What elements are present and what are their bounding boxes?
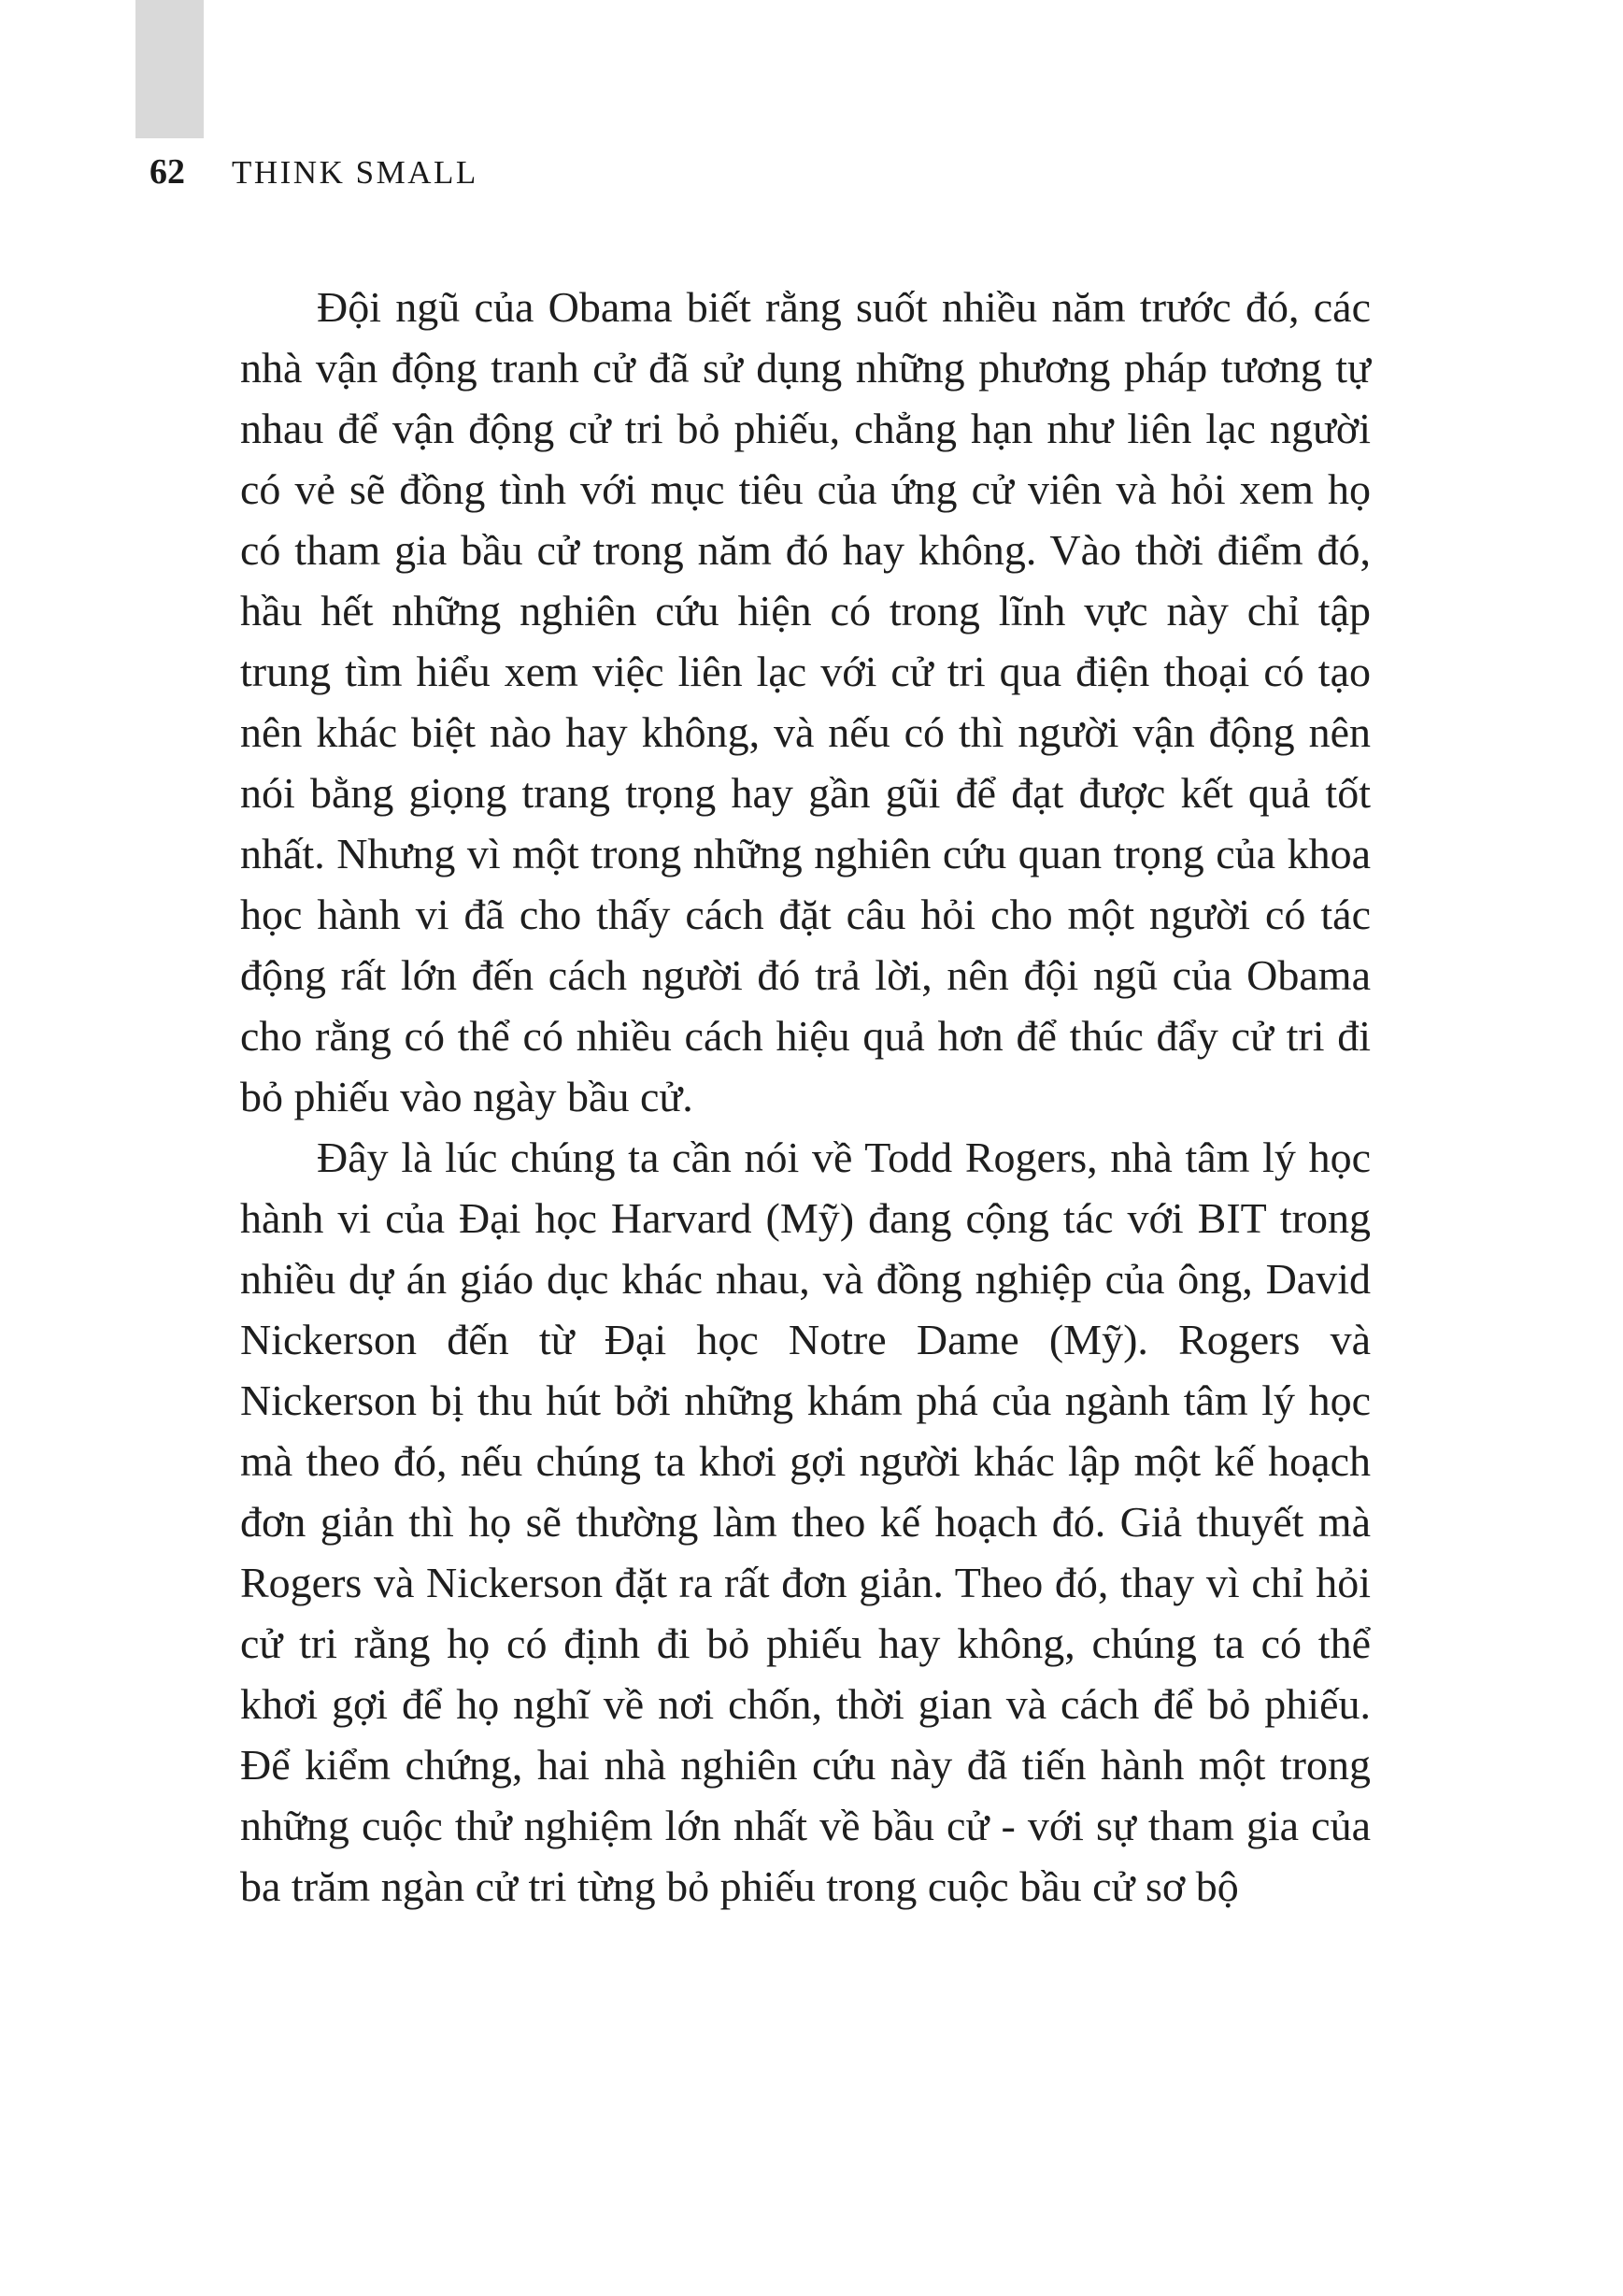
page-corner-decoration (135, 0, 204, 138)
running-header (149, 151, 478, 193)
page-number: 62 (149, 152, 185, 192)
paragraph-1: Đội ngũ của Obama biết rằng suốt nhiều năm trước đó, các nhà vận động tranh cử đã sử dụng những phương pháp tương tự nhau để vận động cử tri bỏ phiếu, chẳng hạn như liên lạc người có vẻ sẽ đồng tình với mục tiêu của ứng cử viên và hỏi xem họ có tham gia bầu cử trong năm đó hay không. Vào thời điểm đó, hầu hết những nghiên cứu hiện có trong lĩnh vực này chỉ tập trung tìm hiểu xem việc liên lạc với cử tri qua điện thoại có tạo nên khác biệt nào hay không, và nếu có thì người vận động nên nói bằng giọng trang trọng hay gần gũi để đạt được kết quả tốt nhất. Nhưng vì một trong những nghiên cứu quan trọng của khoa học hành vi đã cho thấy cách đặt câu hỏi cho một người có tác động rất lớn đến cách người đó trả lời, nên đội ngũ của Obama cho rằng có thể có nhiều cách hiệu quả hơn để thúc đẩy cử tri đi bỏ phiếu vào ngày bầu cử. (240, 283, 1371, 1120)
page-body (240, 277, 1371, 1917)
paragraph-2: Đây là lúc chúng ta cần nói về Todd Rogers, nhà tâm lý học hành vi của Đại học Harvard (Mỹ) đang cộng tác với BIT trong nhiều dự án giáo dục khác nhau, và đồng nghiệp của ông, David Nickerson đến từ Đại học Notre Dame (Mỹ). Rogers và Nickerson bị thu hút bởi những khám phá của ngành tâm lý học mà theo đó, nếu chúng ta khơi gợi người khác lập một kế hoạch đơn giản thì họ sẽ thường làm theo kế hoạch đó. Giả thuyết mà Rogers và Nickerson đặt ra rất đơn giản. Theo đó, thay vì chỉ hỏi cử tri rằng họ có định đi bỏ phiếu hay không, chúng ta có thể khơi gợi để họ nghĩ về nơi chốn, thời gian và cách để bỏ phiếu. Để kiểm chứng, hai nhà nghiên cứu này đã tiến hành một trong những cuộc thử nghiệm lớn nhất về bầu cử - với sự tham gia của ba trăm ngàn cử tri từng bỏ phiếu trong cuộc bầu cử sơ bộ (240, 1134, 1371, 1910)
running-title: THINK SMALL (232, 154, 478, 191)
